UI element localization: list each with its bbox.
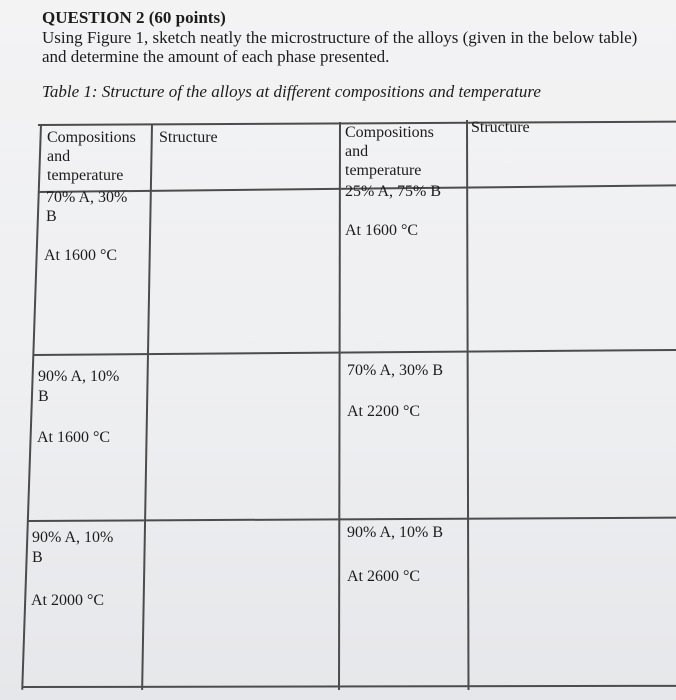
- column-divider-2: [338, 122, 341, 690]
- header-right-composition: Compositions and temperature: [345, 124, 434, 179]
- header-left-composition: Compositions and temperature: [47, 129, 136, 184]
- row1-left-composition-cont: B: [46, 208, 57, 225]
- row1-right-temperature: At 1600 °C: [345, 222, 419, 239]
- row-divider-1: [34, 349, 676, 356]
- column-divider-3: [466, 120, 469, 690]
- row2-left-composition-cont: B: [38, 388, 49, 405]
- row2-left-composition: 90% A, 10%: [38, 368, 120, 385]
- structure-table: [10, 112, 676, 700]
- row2-right-composition: 70% A, 30% B: [347, 362, 443, 379]
- header-left-structure: Structure: [159, 129, 218, 146]
- header-right-structure: Structure: [471, 119, 530, 136]
- row3-left-composition: 90% A, 10%: [32, 529, 114, 546]
- row1-left-composition: 70% A, 30%: [46, 189, 128, 206]
- row2-right-temperature: At 2200 °C: [347, 403, 421, 420]
- question-heading: QUESTION 2 (60 points): [42, 8, 226, 27]
- row3-right-composition: 90% A, 10% B: [347, 524, 443, 541]
- row1-left-temperature: At 1600 °C: [44, 247, 118, 264]
- question-intro: Using Figure 1, sketch neatly the microstructure of the alloys (given in the below table) and determine the amount of each phase presented.: [42, 28, 638, 66]
- row2-left-temperature: At 1600 °C: [37, 429, 111, 446]
- row3-left-composition-cont: B: [32, 549, 43, 566]
- row3-left-temperature: At 2000 °C: [31, 592, 105, 609]
- row1-right-composition: 25% A, 75% B: [345, 183, 441, 200]
- table-caption: Table 1: Structure of the alloys at different compositions and temperature: [42, 82, 541, 101]
- table-bottom-border: [22, 685, 676, 688]
- row3-right-temperature: At 2600 °C: [347, 568, 421, 585]
- row-divider-2: [28, 517, 676, 522]
- column-divider-1: [141, 124, 153, 690]
